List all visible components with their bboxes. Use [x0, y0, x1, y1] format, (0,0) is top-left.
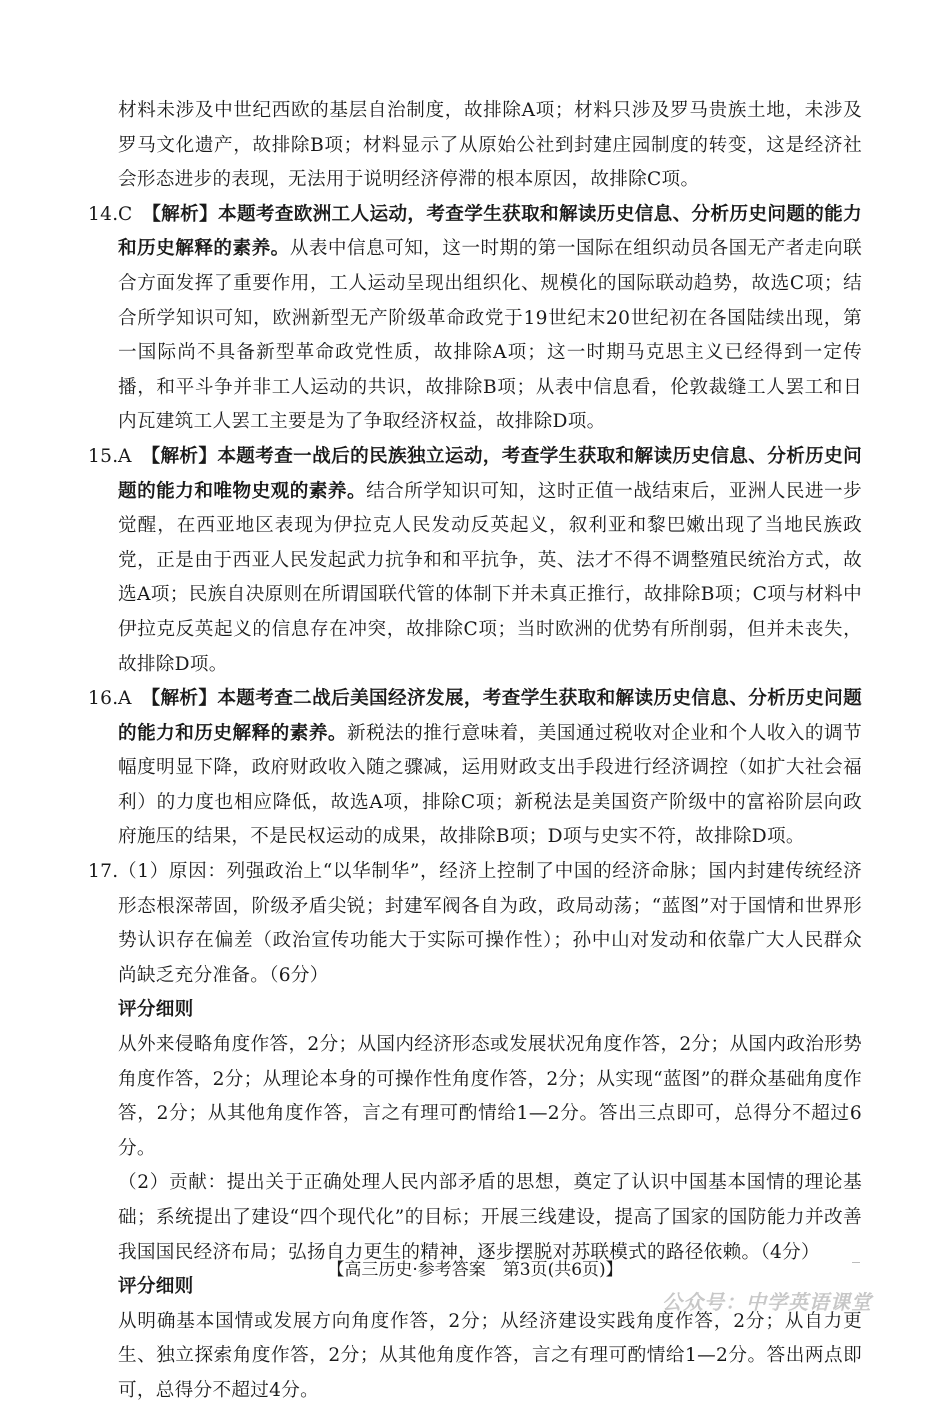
q17-part2: （2）贡献：提出关于正确处理人民内部矛盾的思想，奠定了认识中国基本国情的理论基础；系统提出了建设“四个现代化”的目标；开展三线建设，提高了国家的国防能力并改善我国国民经济布局；弘扬自力更生的精神，逐步摆脱对苏联模式的路径依赖。（4分）: [118, 1172, 862, 1263]
item-analysis-text: 结合所学知识可知，这时正值一战结束后，亚洲人民进一步觉醒，在西亚地区表现为伊拉克人民发动反英起义，叙利亚和黎巴嫩出现了当地民族政党，正是由于西亚人民发起武力抗争和和平抗争，英、法才不得不调整殖民统治方式，故选A项；民族自决原则在所谓国联代管的体制下并未真正推行，故排除B项；C项与材料中伊拉克反英起义的信息存在冲突，故排除C项；当时欧洲的优势有所削弱，但并未丧失，故排除D项。: [118, 480, 862, 675]
item-number: 16.: [88, 688, 119, 710]
q17-part1: （1）原因：列强政治上“以华制华”，经济上控制了中国的经济命脉；国内封建传统经济形态根深蒂固，阶级矛盾尖锐；封建军阀各自为政，政局动荡；“蓝图”对于国情和世界形势认识存在偏差（政治宣传功能大于实际可操作性）；孙中山对发动和依靠广大人民群众尚缺乏充分准备。（6分）: [118, 861, 862, 986]
answer-page: [88, 94, 862, 1409]
item-analysis-text: 从表中信息可知，这一时期的第一国际在组织动员各国无产者走向联合方面发挥了重要作用，工人运动呈现出组织化、规模化的国际联动趋势，故选C项；结合所学知识可知，欧洲新型无产阶级革命政党于19世纪末20世纪初在各国陆续出现，第一国际尚不具备新型革命政党性质，故排除A项；这一时期马克思主义已经得到一定传播，和平斗争并非工人运动的共识，故排除B项；从表中信息看，伦敦裁缝工人罢工和日内瓦建筑工人罢工主要是为了争取经济权益，故排除D项。: [118, 238, 862, 433]
item-answer: A: [118, 688, 132, 710]
rubric-heading-2: 评分细则: [118, 1276, 194, 1298]
rubric-1: 从外来侵略角度作答，2分；从国内经济形态或发展状况角度作答，2分；从国内政治形势角度作答，2分；从理论本身的可操作性角度作答，2分；从实现“蓝图”的群众基础角度作答，2分；从其他角度作答，言之有理可酌情给1—2分。答出三点即可，总得分不超过6分。: [118, 1034, 862, 1159]
item-analysis-heading: 【解析】本题考查一战后的民族独立运动，考查学生获取和解读历史信息、分析历史问题的能力和唯物史观的素养。: [118, 445, 862, 502]
item-number: 17.: [88, 861, 119, 883]
item-analysis-heading: 【解析】本题考查欧洲工人运动，考查学生获取和解读历史信息、分析历史问题的能力和历史解释的素养。: [118, 203, 862, 260]
rubric-heading-1: 评分细则: [118, 999, 194, 1021]
answer-item-15: [88, 440, 862, 682]
page-footer: 【高三历史·参考答案 第3页(共6页)】: [327, 1260, 623, 1280]
item-answer: A: [118, 445, 132, 467]
item-analysis-heading: 【解析】本题考查二战后美国经济发展，考查学生获取和解读历史信息、分析历史问题的能力和历史解释的素养。: [118, 688, 862, 744]
intro-paragraph: 材料未涉及中世纪西欧的基层自治制度，故排除A项；材料只涉及罗马贵族土地，未涉及罗马文化遗产，故排除B项；材料显示了从原始公社到封建庄园制度的转变，这是经济社会形态进步的表现，无法用于说明经济停滞的根本原因，故排除C项。: [118, 100, 862, 191]
item-analysis-text: 新税法的推行意味着，美国通过税收对企业和个人收入的调节幅度明显下降，政府财政收入随之骤减，运用财政支出手段进行经济调控（如扩大社会福利）的力度也相应降低，故选A项，排除C项；新税法是美国资产阶级中的富裕阶层向政府施压的结果，不是民权运动的成果，故排除B项；D项与史实不符，故排除D项。: [118, 722, 862, 848]
answer-item-14: [88, 198, 862, 440]
answer-item-17: [88, 855, 862, 993]
watermark: 公众号：中学英语课堂: [662, 1290, 872, 1314]
item-number: 15.: [88, 445, 119, 467]
item-number: 14.: [88, 203, 119, 225]
answer-item-16: [88, 682, 862, 855]
item-answer: C: [118, 203, 133, 225]
rubric-2: 从明确基本国情或发展方向角度作答，2分；从经济建设实践角度作答，2分；从自力更生、独立探索角度作答，2分；从其他角度作答，言之有理可酌情给1—2分。答出两点即可，总得分不超过4分。: [118, 1310, 862, 1401]
corner-mark: [852, 1262, 860, 1263]
